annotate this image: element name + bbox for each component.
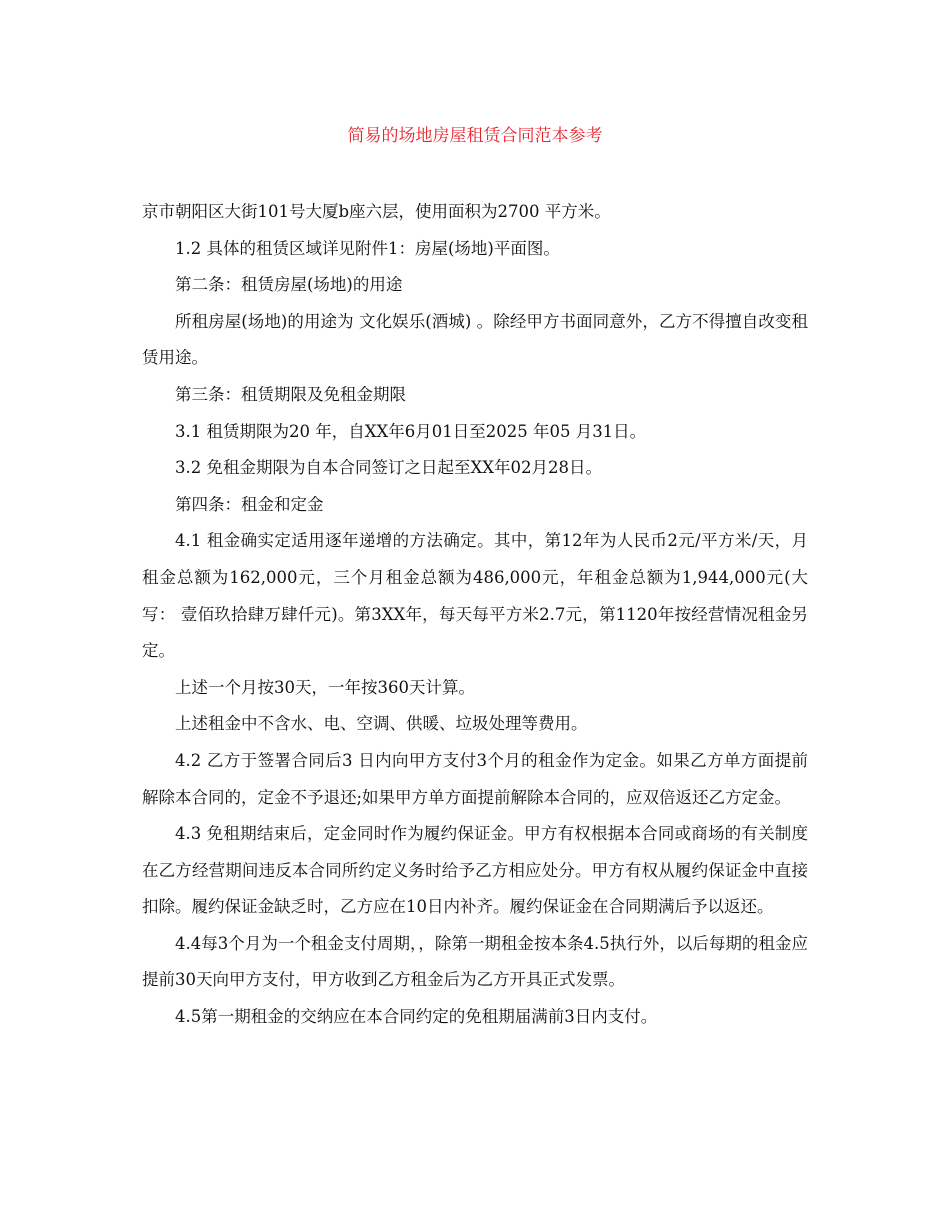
document-body: [142, 194, 808, 1036]
paragraph: 3.2 免租金期限为自本合同签订之日起至XX年02月28日。: [175, 458, 602, 478]
paragraph: 第二条：租赁房屋(场地)的用途: [175, 275, 403, 295]
paragraph: 4.2 乙方于签署合同后3 日内向甲方支付3个月的租金作为定金。如果乙方单方面提前解除本合同的，定金不予退还;如果甲方单方面提前解除本合同的，应双倍返还乙方定金。: [142, 750, 808, 807]
paragraph: 4.3 免租期结束后，定金同时作为履约保证金。甲方有权根据本合同或商场的有关制度在乙方经营期间违反本合同所约定义务时给予乙方相应处分。甲方有权从履约保证金中直接扣除。履约保证金缺乏时，乙方应在10日内补齐。履约保证金在合同期满后予以返还。: [142, 824, 808, 917]
paragraph: 上述租金中不含水、电、空调、供暖、垃圾处理等费用。: [175, 714, 588, 734]
paragraph: 所租房屋(场地)的用途为 文化娱乐(酒城) 。除经甲方书面同意外，乙方不得擅自改变租赁用途。: [142, 311, 808, 368]
paragraph: 4.4每3个月为一个租金支付周期，，除第一期租金按本条4.5执行外，以后每期的租金应提前30天向甲方支付，甲方收到乙方租金后为乙方开具正式发票。: [142, 933, 808, 990]
document-title: 简易的场地房屋租赁合同范本参考: [347, 126, 603, 146]
paragraph: 4.1 租金确实定适用逐年递增的方法确定。其中，第12年为人民币2元/平方米/天，月租金总额为162,000元，三个月租金总额为486,000元，年租金总额为1,944,000元(大写： 壹佰玖拾肆万肆仟元)。第3XX年，每天每平方米2.7元，第1120年按经营情况租金另定。: [142, 531, 808, 661]
paragraph: 1.2 具体的租赁区域详见附件1：房屋(场地)平面图。: [175, 238, 560, 258]
paragraph: 3.1 租赁期限为20 年，自XX年6月01日至2025 年05 月31日。: [175, 421, 647, 441]
paragraph: 第三条：租赁期限及免租金期限: [175, 384, 406, 404]
paragraph: 4.5第一期租金的交纳应在本合同约定的免租期届满前3日内支付。: [175, 1007, 658, 1027]
paragraph: 上述一个月按30天，一年按360天计算。: [175, 677, 475, 697]
paragraph: 京市朝阳区大街101号大厦b座六层，使用面积为2700 平方米。: [142, 202, 611, 221]
paragraph: 第四条：租金和定金: [175, 494, 324, 514]
